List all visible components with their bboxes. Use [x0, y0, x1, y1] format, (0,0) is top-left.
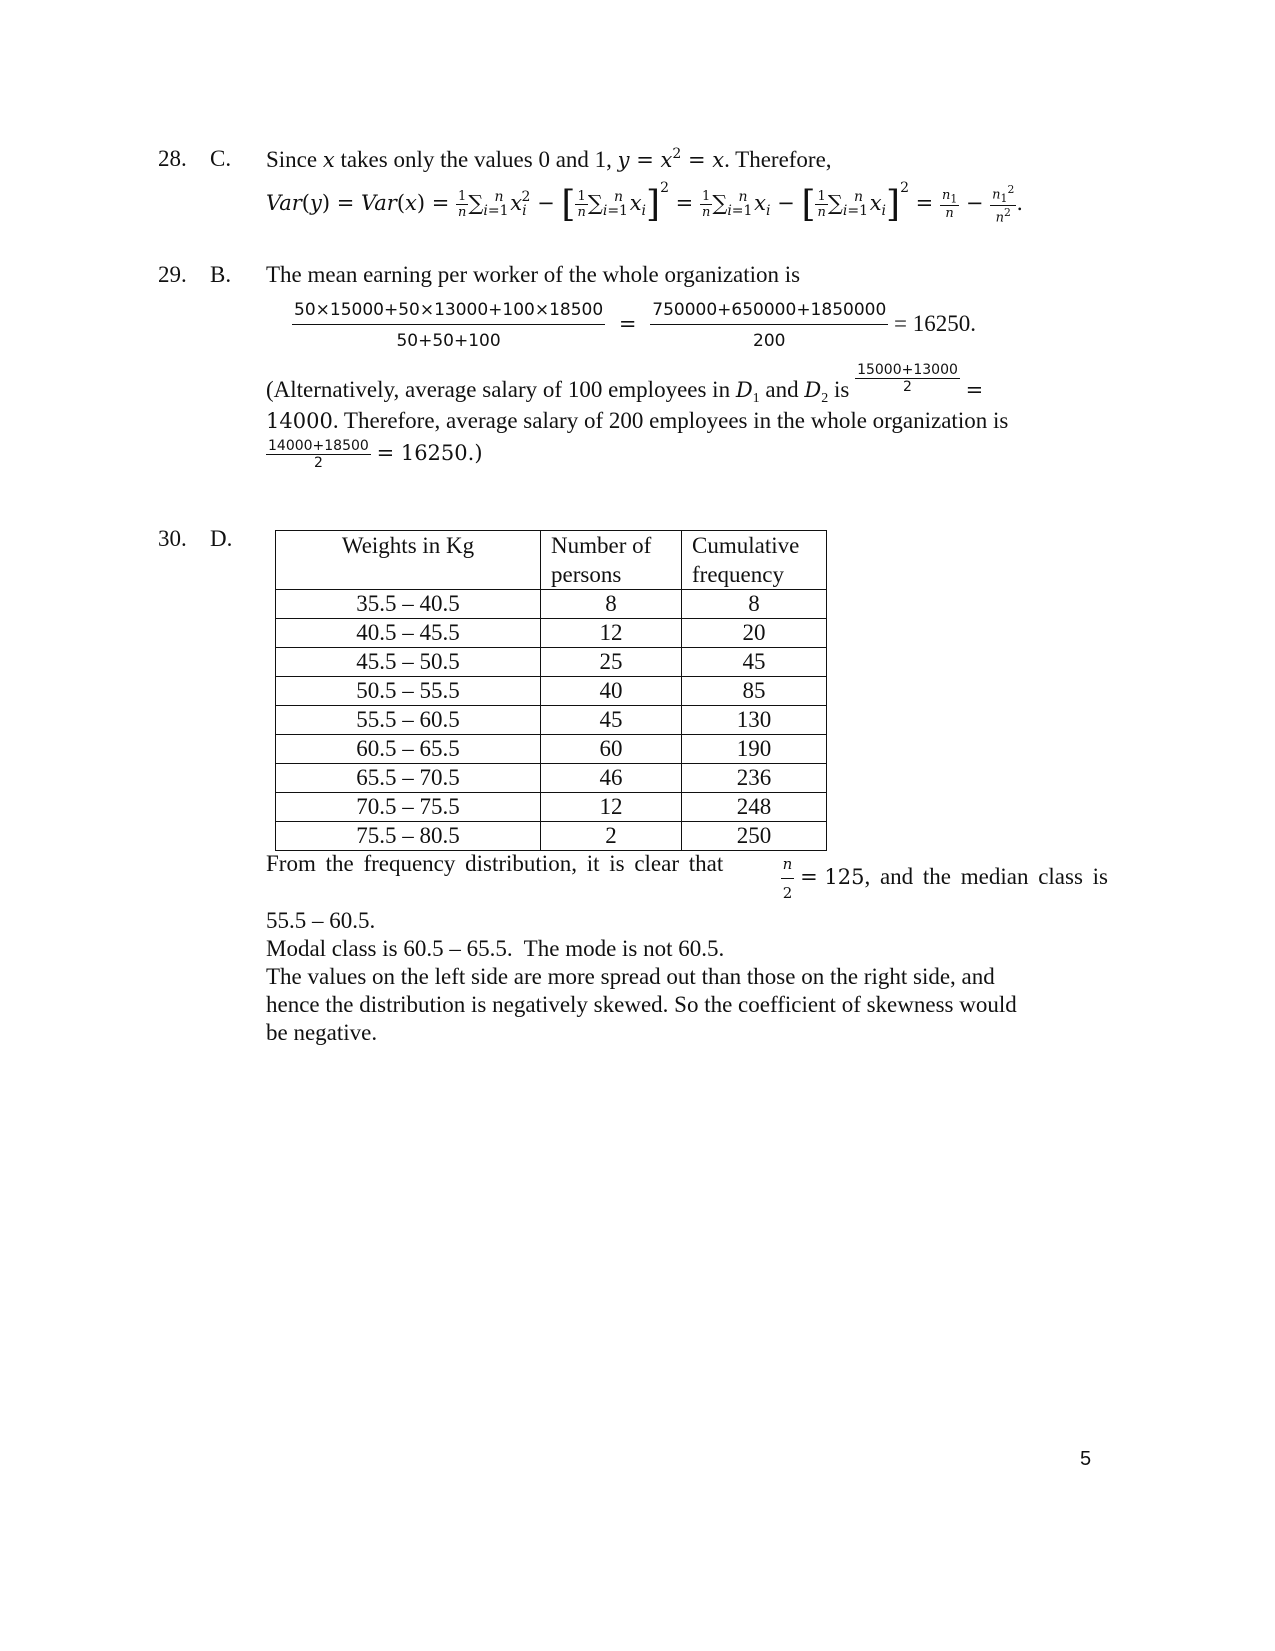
- table-header-row: [276, 531, 827, 590]
- page-number: 5: [1080, 1448, 1092, 1470]
- table-row: 50.5 – 55.5 40 85: [276, 677, 827, 706]
- table-row: 45.5 – 50.5 25 45: [276, 648, 827, 677]
- q29-alternative-line1: (Alternatively, average salary of 100 employees in $D_1$ and $D_2$ is $\frac{15000+13000}{2}$ =: [266, 362, 984, 406]
- table-row: 65.5 – 70.5 46 236: [276, 764, 827, 793]
- q29-result: = 16250.: [894, 310, 977, 336]
- question-number-29: 29.: [158, 262, 187, 287]
- q29-intro: The mean earning per worker of the whole organization is: [266, 262, 801, 287]
- answer-letter-29: B.: [210, 262, 232, 287]
- answer-letter-28: C.: [210, 146, 232, 171]
- q29-alternative-line2: 14000. Therefore, average salary of 200 employees in the whole organization is: [266, 408, 1009, 433]
- table-header-cumulative-frequency: Cumulative frequency: [682, 531, 827, 590]
- question-number-30: 30.: [158, 526, 187, 551]
- table-header-weights: Weights in Kg: [276, 531, 541, 590]
- q29-mean-calculation: $\frac{50\times 15000+50\times 13000+100\times 18500}{50+50+100}$ = $\frac{750000+650000+1850000}{200}$ = 16250.: [294, 300, 977, 351]
- question-number-28: 28.: [158, 146, 187, 171]
- answer-letter-30: D.: [210, 526, 233, 551]
- q30-skewness-line3: be negative.: [266, 1020, 378, 1045]
- table-row: 55.5 – 60.5 45 130: [276, 706, 827, 735]
- table-header-number-of-persons: Number of persons: [541, 531, 682, 590]
- table-row: 40.5 – 45.5 12 20: [276, 619, 827, 648]
- frequency-distribution-table: [275, 530, 827, 851]
- q29-alternative-line3: $\frac{14000+18500}{2}$ = 16250.): [268, 438, 483, 471]
- fraction-denominator: 50+50+100: [292, 324, 605, 351]
- q30-skewness-line2: hence the distribution is negatively skewed. So the coefficient of skewness would: [266, 992, 1017, 1017]
- q30-skewness-line1: The values on the left side are more spread out than those on the right side, and: [266, 964, 995, 989]
- q30-modal-class: Modal class is 60.5 – 65.5. The mode is not 60.5.: [266, 936, 725, 961]
- table-row: 60.5 – 65.5 60 190: [276, 735, 827, 764]
- table-row: 75.5 – 80.5 2 250: [276, 822, 827, 851]
- fraction-numerator: 50×15000+50×13000+100×18500: [294, 300, 604, 320]
- table-row: 70.5 – 75.5 12 248: [276, 793, 827, 822]
- q30-median-paragraph: From the frequency distribution, it is clear that $\frac{n}{2}$ = 125, and the median class is 55.5 – 60.5. Modal class is 60.5 – 65.5. The mode is not 60.5. The values on the left side are more spread out than those on the right side, and hence the distribution is negatively skewed. So the coefficient of skewness would be negative.: [266, 851, 1108, 1045]
- table-row: 35.5 – 40.5 8 8: [276, 590, 827, 619]
- fraction-numerator: 750000+650000+1850000: [652, 300, 887, 320]
- fraction-denominator: 200: [650, 324, 888, 351]
- q28-variance-formula: Var(y) = Var(x) = $\frac{1}{n}$ $\sum_{i=1}^n$ $x_i^2$ − [ $\frac{1}{n}$ $\sum_{i=1}^n$ $x_i]^2$ = $\frac{1}{n}$ $\sum_{i=1}^n$ $x_i$ − [ $\frac{1}{n}$ $\sum_{i=1}^n$ $x_i]^2$ = $\frac{n_1}{n}$ − $\frac{n_1^2}{n^2}$ .: [266, 180, 1024, 226]
- q28-line1: Since x takes only the values 0 and 1, $y = x^2 = x$. Therefore,: [266, 146, 832, 172]
